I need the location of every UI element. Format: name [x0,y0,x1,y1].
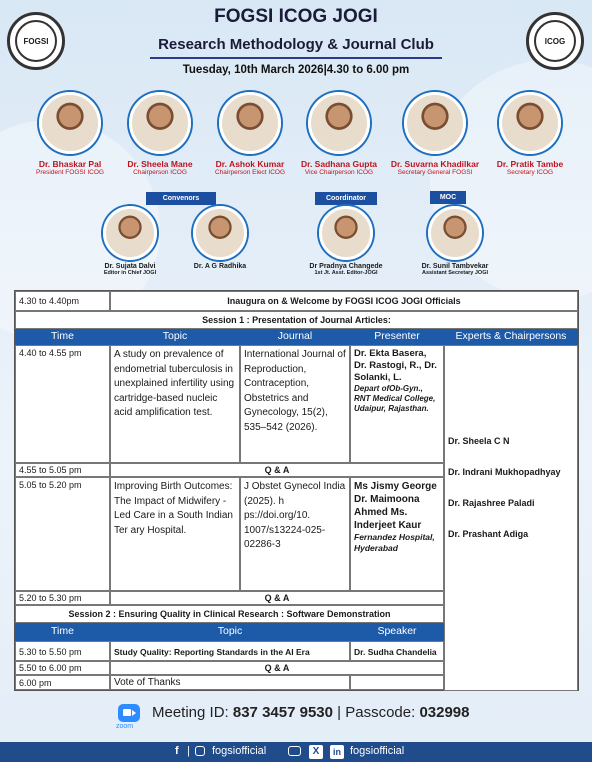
header2-topic: Topic [110,623,350,641]
article2-presenter-cell [350,477,444,591]
thanks-empty [350,675,444,690]
article1-time: 4.40 to 4.55 pm [15,345,110,463]
divider: | [187,745,190,757]
team-photo [103,206,157,260]
header-topic: Topic [110,329,240,345]
official-name: Dr. Ashok Kumar [215,159,285,169]
social-handle[interactable]: fogsiofficial [212,745,267,757]
team-photo [428,206,482,260]
official-photo [129,92,191,154]
header-experts: Experts & Chairpersons [444,329,578,345]
article2-journal: J Obstet Gynecol India (2025). h ps://doi.org/10. 1007/s13224-025- 02286-3 [240,477,350,591]
header2-speaker: Speaker [350,623,444,641]
official-name: Dr. Sheela Mane [127,159,193,169]
team-role: Editor in Chief JOGI [103,270,157,276]
header-journal: Journal [240,329,350,345]
official-card [25,92,115,176]
inaugural-title: Inaugura on & Welcome by FOGSI ICOG JOGI Officials [110,291,578,311]
passcode[interactable]: 032998 [419,704,470,721]
zoom-icon[interactable] [118,704,140,722]
article1-presenter-cell [350,345,444,463]
team-name: Dr. Sunil Tambvekar [421,263,489,270]
team-name: Dr Pradnya Changede [309,263,383,270]
official-photo [39,92,101,154]
official-photo [499,92,561,154]
social-footer [0,742,592,762]
team-card [405,206,505,276]
official-photo [308,92,370,154]
linkedin-icon[interactable]: in [330,745,344,759]
article2-time: 5.05 to 5.20 pm [15,477,110,591]
event-date: Tuesday, 10th March 2026|4.30 to 6.00 pm [182,64,410,76]
facebook-icon[interactable]: f [175,745,179,757]
official-name: Dr. Sadhana Gupta [300,159,378,169]
official-card [205,92,295,176]
team-name: Dr. A G Radhika [193,263,247,270]
team-role: 1st Jt. Asst. Editor-JOGI [314,270,378,276]
qa3-time: 5.50 to 6.00 pm [15,661,110,675]
convenors-tag: Convenors [146,192,216,205]
header-time: Time [15,329,110,345]
official-role: Chairperson ICOG [133,169,187,176]
official-role: Chairperson Elect ICOG [214,169,286,176]
meeting-id[interactable]: 837 3457 9530 [232,704,333,721]
article2-presenters: Ms Jismy George Dr. Maimoona Ahmed Ms. Inderjeet Kaur [354,481,437,531]
session2-title: Session 2 : Ensuring Quality in Clinical Research : Software Demonstration [15,605,444,623]
team-name: Dr. Sujata Dalvi [104,263,156,270]
inaugural-time: 4.30 to 4.40pm [15,291,110,311]
schedule-table [14,290,579,691]
official-card [485,92,575,176]
demo-topic: Study Quality: Reporting Standards in the AI Era [110,641,350,661]
official-role: Secretary ICOG [506,169,554,176]
official-role: President FOGSI ICOG [36,169,104,176]
experts-cell [444,345,578,691]
instagram-icon[interactable] [195,746,205,756]
thanks-time: 6.00 pm [15,675,110,690]
article2-affiliation: Fernandez Hospital, Hyderabad [354,532,435,553]
demo-speaker: Dr. Sudha Chandelia [350,641,444,661]
official-name: Dr. Suvarna Khadilkar [390,159,480,169]
qa1-label: Q & A [110,463,444,477]
official-role: Vice Chairperson ICOG [304,169,374,176]
team-photo [319,206,373,260]
article1-affiliation: Depart ofOb-Gyn., RNT Medical College, Udaipur, Rajasthan. [354,384,436,413]
page-subtitle: Research Methodology & Journal Club [158,36,434,53]
article2-topic: Improving Birth Outcomes: The Impact of Midwifery -Led Care in a South Indian Ter ary Hospital. [110,477,240,591]
team-photo [193,206,247,260]
coordinator-tag: Coordinator [315,192,377,205]
x-icon[interactable]: X [309,745,323,759]
article1-presenters: Dr. Ekta Basera, Dr. Rastogi, R., Dr. Solanki, L. [354,348,437,383]
team-card [85,206,175,276]
qa1-time: 4.55 to 5.05 pm [15,463,110,477]
qa2-label: Q & A [110,591,444,605]
header2-time: Time [15,623,110,641]
youtube-icon[interactable] [288,746,301,756]
passcode-label: | Passcode: [332,704,420,721]
thanks-label: Vote of Thanks [110,675,350,690]
moc-tag: MOC [430,191,466,204]
official-card [115,92,205,176]
team-role: Assistant Secretary JOGI [421,270,489,276]
social-handle[interactable]: fogsiofficial [350,745,405,757]
fogsi-logo-text: FOGSI [15,20,57,62]
official-name: Dr. Pratik Tambe [496,159,564,169]
meeting-id-label: Meeting ID: [152,704,233,721]
expert-name: Dr. Sheela C N [448,436,510,446]
team-card [175,206,265,270]
meeting-info [0,702,592,732]
session1-title: Session 1 : Presentation of Journal Articles: [15,311,578,329]
qa2-time: 5.20 to 5.30 pm [15,591,110,605]
qa3-label: Q & A [110,661,444,675]
icog-logo-text: ICOG [534,20,576,62]
expert-name: Dr. Rajashree Paladi [448,498,535,508]
meeting-line [152,704,470,721]
expert-name: Dr. Indrani Mukhopadhyay [448,467,561,477]
expert-name: Dr. Prashant Adiga [448,529,529,539]
article1-journal: International Journal of Reproduction, Contraception, Obstetrics and Gynecology, 15(2), 535–542 (2026). [240,345,350,463]
official-photo [404,92,466,154]
official-photo [219,92,281,154]
page-title: FOGSI ICOG JOGI [214,6,378,27]
header-presenter: Presenter [350,329,444,345]
demo-time: 5.30 to 5.50 pm [15,641,110,661]
team-card [296,206,396,276]
subtitle-underline [150,57,442,59]
official-name: Dr. Bhaskar Pal [38,159,102,169]
article1-topic: A study on prevalence of endometrial tuberculosis in unexplained infertility using cartridge-based nucleic acid amplification test. [110,345,240,463]
official-card [385,92,485,176]
zoom-label: zoom [116,723,134,730]
official-card [294,92,384,176]
official-role: Secretary General FOGSI [397,169,473,176]
